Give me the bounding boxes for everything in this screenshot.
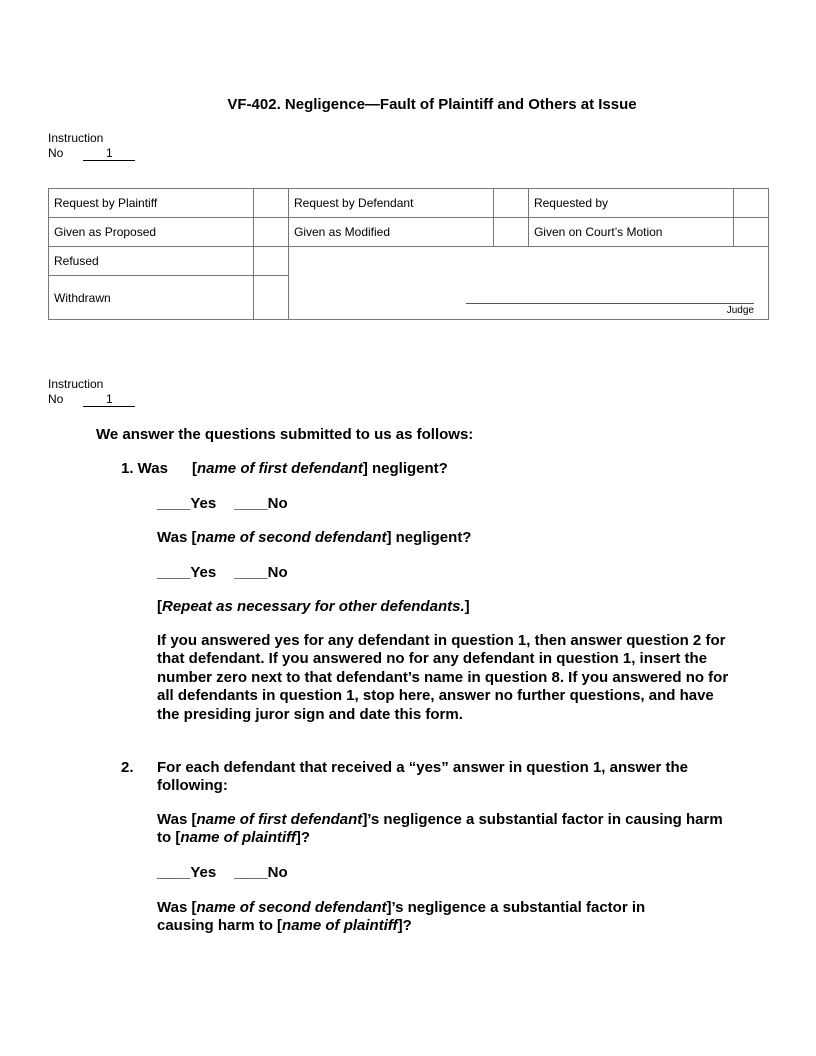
request-table bbox=[48, 188, 769, 320]
question-1-second bbox=[157, 529, 471, 547]
instruction-no-label: No bbox=[48, 146, 64, 160]
yes-label: Yes bbox=[190, 864, 217, 881]
withdrawn-label: Withdrawn bbox=[49, 276, 254, 320]
instruction-number-field[interactable]: 1 bbox=[83, 147, 135, 161]
yes-no-answer-3 bbox=[157, 864, 288, 882]
judge-signature-area bbox=[288, 247, 768, 320]
requested-by-checkbox[interactable] bbox=[734, 189, 769, 218]
question-1-instructions: If you answered yes for any defendant in question 1, then answer question 2 for that defendant. If you answered no for any defendant in question 1, insert the number zero next to that defendant’s name in question 8. If you answered no for all defendants in question 1, stop here, answer no further questions, and have the presiding juror sign and date this form. bbox=[157, 632, 729, 723]
question-2-second-prefix: Was [ bbox=[157, 899, 197, 916]
repeat-note-text: Repeat as necessary for other defendants. bbox=[162, 598, 465, 615]
request-by-defendant-label: Request by Defendant bbox=[288, 189, 493, 218]
given-on-courts-motion-checkbox[interactable] bbox=[734, 218, 769, 247]
question-2-first-close: ]? bbox=[295, 829, 311, 847]
no-label: No bbox=[267, 864, 288, 881]
request-by-defendant-checkbox[interactable] bbox=[494, 189, 529, 218]
withdrawn-checkbox[interactable] bbox=[254, 276, 289, 320]
question-2-second bbox=[157, 899, 697, 936]
no-label: No bbox=[267, 495, 288, 512]
instruction-label: Instruction bbox=[48, 131, 104, 145]
no-blank[interactable]: ____ bbox=[234, 864, 268, 881]
judge-signature-line[interactable] bbox=[466, 303, 754, 304]
first-defendant-placeholder: name of first defendant bbox=[196, 460, 363, 477]
refused-label: Refused bbox=[49, 247, 254, 276]
repeat-note: [Repeat as necessary for other defendants.] bbox=[157, 598, 470, 615]
no-label: No bbox=[267, 564, 288, 581]
given-on-courts-motion-label: Given on Court’s Motion bbox=[528, 218, 733, 247]
question-1-number: 1. Was bbox=[121, 460, 168, 477]
question-2-number: 2. bbox=[121, 759, 134, 776]
yes-no-answer-1 bbox=[157, 495, 288, 513]
question-2-second-mid: ]’s negligence a substantial factor in causing harm to [ bbox=[157, 899, 646, 935]
form-title: VF-402. Negligence—Fault of Plaintiff and Others at Issue bbox=[227, 96, 637, 113]
given-as-modified-label: Given as Modified bbox=[288, 218, 493, 247]
refused-checkbox[interactable] bbox=[254, 247, 289, 276]
question-1-suffix: ] negligent? bbox=[362, 460, 448, 477]
instruction-block-top bbox=[48, 131, 135, 161]
request-by-plaintiff-checkbox[interactable] bbox=[254, 189, 289, 218]
question-2-first-mid: ]’s negligence a substantial factor in causing harm to [ bbox=[157, 811, 723, 847]
instruction-number-field[interactable]: 1 bbox=[83, 393, 135, 407]
question-2-intro: For each defendant that received a “yes” answer in question 1, answer the following: bbox=[157, 759, 688, 795]
yes-label: Yes bbox=[190, 564, 217, 581]
question-1-second-prefix: Was [ bbox=[157, 529, 197, 546]
verdict-intro: We answer the questions submitted to us as follows: bbox=[96, 426, 474, 443]
judge-label: Judge bbox=[726, 305, 754, 316]
instruction-no-label: No bbox=[48, 392, 64, 406]
instruction-block-second bbox=[48, 377, 135, 407]
plaintiff-placeholder: name of plaintiff bbox=[282, 917, 398, 935]
yes-blank[interactable]: ____ bbox=[157, 864, 191, 881]
requested-by-label: Requested by bbox=[528, 189, 733, 218]
question-2-first bbox=[157, 811, 737, 848]
given-as-proposed-label: Given as Proposed bbox=[49, 218, 254, 247]
question-2-second-close: ]? bbox=[397, 917, 412, 935]
no-blank[interactable]: ____ bbox=[234, 564, 268, 581]
second-defendant-placeholder: name of second defendant bbox=[196, 899, 387, 916]
first-defendant-placeholder: name of first defendant bbox=[196, 811, 363, 828]
yes-no-answer-2 bbox=[157, 564, 288, 582]
yes-blank[interactable]: ____ bbox=[157, 564, 191, 581]
question-1-second-suffix: ] negligent? bbox=[386, 529, 472, 546]
request-by-plaintiff-label: Request by Plaintiff bbox=[49, 189, 254, 218]
given-as-modified-checkbox[interactable] bbox=[494, 218, 529, 247]
second-defendant-placeholder: name of second defendant bbox=[196, 529, 387, 546]
yes-label: Yes bbox=[190, 495, 217, 512]
question-1-first: 1. Was [name of first defendant] negligent? bbox=[121, 460, 448, 477]
yes-blank[interactable]: ____ bbox=[157, 495, 191, 512]
no-blank[interactable]: ____ bbox=[234, 495, 268, 512]
question-2-first-prefix: Was [ bbox=[157, 811, 197, 828]
plaintiff-placeholder: name of plaintiff bbox=[180, 829, 296, 847]
given-as-proposed-checkbox[interactable] bbox=[254, 218, 289, 247]
instruction-label: Instruction bbox=[48, 377, 104, 391]
